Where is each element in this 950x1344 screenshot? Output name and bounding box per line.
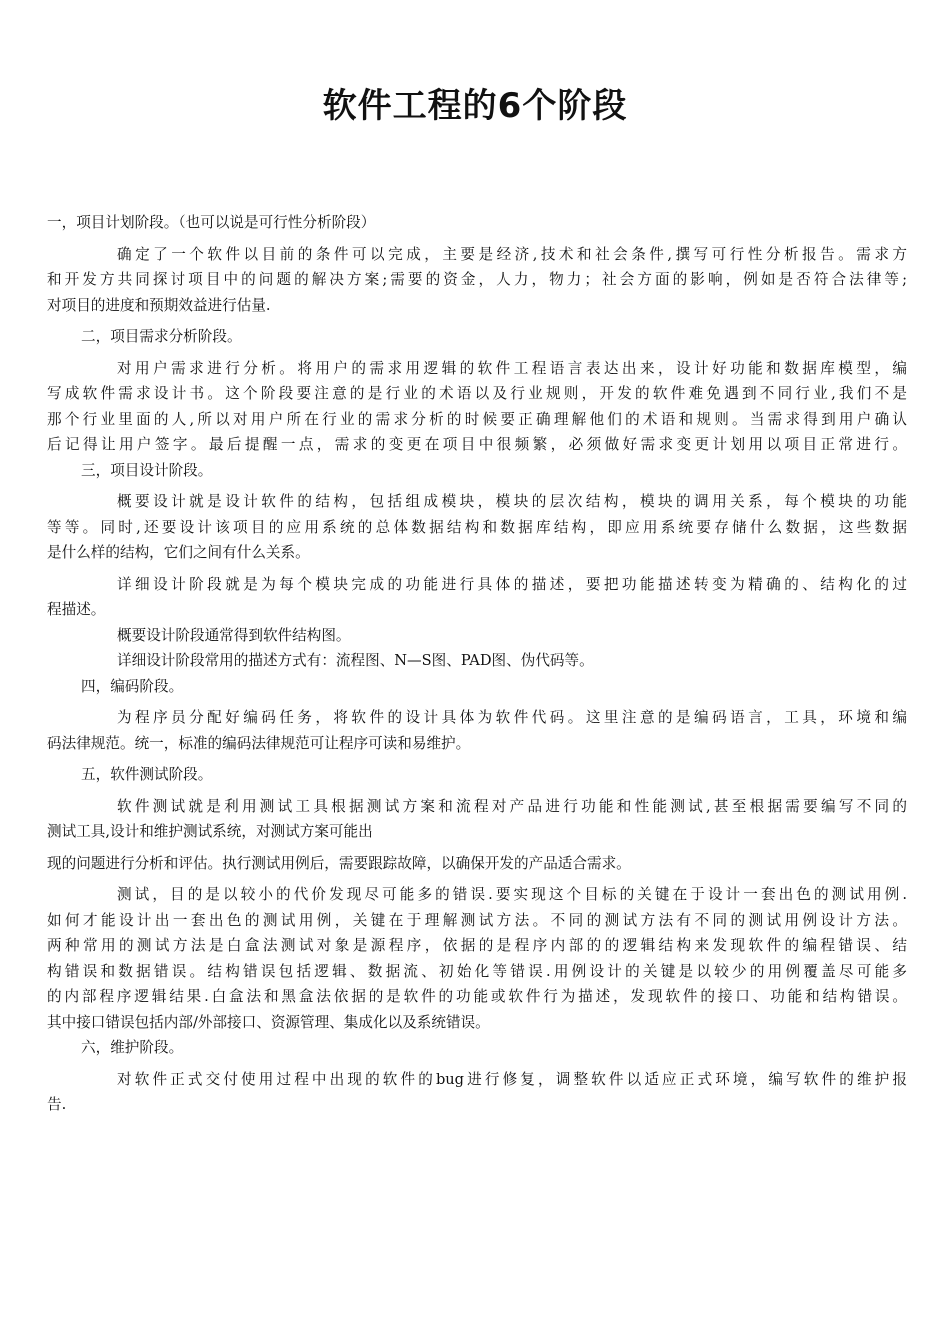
body-text-line: 对项目的进度和预期效益进行估量.: [47, 296, 271, 314]
body-text-line: 现的问题进行分析和评估。执行测试用例后，需要跟踪故障，以确保开发的产品适合需求。: [47, 854, 631, 872]
body-text-line: 软件测试就是利用测试工具根据测试方案和流程对产品进行功能和性能测试,甚至根据需要编写不同的: [117, 797, 907, 815]
section-heading: 一，项目计划阶段。（也可以说是可行性分析阶段）: [47, 214, 376, 231]
body-text-line: 详细设计阶段常用的描述方式有：流程图、N—S图、PAD图、伪代码等。: [117, 652, 594, 669]
page-title: 软件工程的6个阶段: [322, 86, 628, 126]
body-text-line: 测试，目的是以较小的代价发现尽可能多的错误.要实现这个目标的关键在于设计一套出色的测试用例.: [117, 886, 907, 903]
document-body: [47, 210, 907, 1118]
body-text-line: 和开发方共同探讨项目中的问题的解决方案;需要的资金，人力，物力；社会方面的影响，例如是否符合法律等;: [47, 271, 907, 288]
section-heading: 四，编码阶段。: [81, 677, 184, 695]
section-heading: 五，软件测试阶段。: [81, 766, 213, 783]
body-text-line: 对用户需求进行分析。将用户的需求用逻辑的软件工程语言表达出来，设计好功能和数据库模型，编: [117, 359, 907, 377]
body-text-line: 概要设计就是设计软件的结构，包括组成模块，模块的层次结构，模块的调用关系，每个模块的功能: [117, 493, 907, 510]
body-text-line: 程描述。: [47, 601, 106, 618]
body-text-line: 确定了一个软件以目前的条件可以完成，主要是经济,技术和社会条件,撰写可行性分析报告。需求方: [117, 245, 907, 263]
body-text-line: 等等。同时,还要设计该项目的应用系统的总体数据结构和数据库结构，即应用系统要存储什么数据，这些数据: [47, 518, 907, 536]
body-text-line: 码法律规范。统一，标准的编码法律规范可让程序可读和易维护。: [47, 734, 471, 752]
body-text-line: 两种常用的测试方法是白盒法测试对象是源程序，依据的是程序内部的的逻辑结构来发现软件的编程错误、结: [47, 937, 907, 954]
body-text-line: 告.: [47, 1096, 67, 1113]
body-text-line: 详细设计阶段就是为每个模块完成的功能进行具体的描述，要把功能描述转变为精确的、结构化的过: [117, 575, 907, 593]
body-text-line: 测试工具,设计和维护测试系统，对测试方案可能出: [47, 823, 373, 840]
body-text-line: 如何才能设计出一套出色的测试用例，关键在于理解测试方法。不同的测试方法有不同的测试用例设计方法。: [47, 911, 907, 929]
body-text-line: 对软件正式交付使用过程中出现的软件的bug进行修复，调整软件以适应正式环境，编写软件的维护报: [117, 1070, 907, 1088]
body-text-line: 那个行业里面的人,所以对用户所在行业的需求分析的时候要正确理解他们的术语和规则。当需求得到用户确认: [47, 410, 907, 428]
body-text-line: 是什么样的结构，它们之间有什么关系。: [47, 544, 310, 561]
body-text-line: 为程序员分配好编码任务，将软件的设计具体为软件代码。这里注意的是编码语言，工具，环境和编: [117, 709, 907, 726]
body-text-line: 其中接口错误包括内部/外部接口、资源管理、集成化以及系统错误。: [47, 1013, 490, 1031]
body-text-line: 写成软件需求设计书。这个阶段要注意的是行业的术语以及行业规则，开发的软件难免遇到不同行业,我们不是: [47, 385, 907, 402]
body-text-line: 概要设计阶段通常得到软件结构图。: [117, 626, 351, 644]
section-heading: 三，项目设计阶段。: [81, 461, 213, 479]
body-text-line: 后记得让用户签字。最后提醒一点，需求的变更在项目中很频繁，必须做好需求变更计划用以项目正常进行。: [47, 436, 907, 453]
body-text-line: 的内部程序逻辑结果.白盒法和黑盒法依据的是软件的功能或软件行为描述，发现软件的接口、功能和结构错误。: [47, 988, 907, 1005]
section-heading: 二，项目需求分析阶段。: [81, 328, 242, 345]
section-heading: 六，维护阶段。: [81, 1039, 184, 1056]
body-text-line: 构错误和数据错误。结构错误包括逻辑、数据流、初始化等错误.用例设计的关键是以较少的用例覆盖尽可能多: [47, 962, 907, 980]
